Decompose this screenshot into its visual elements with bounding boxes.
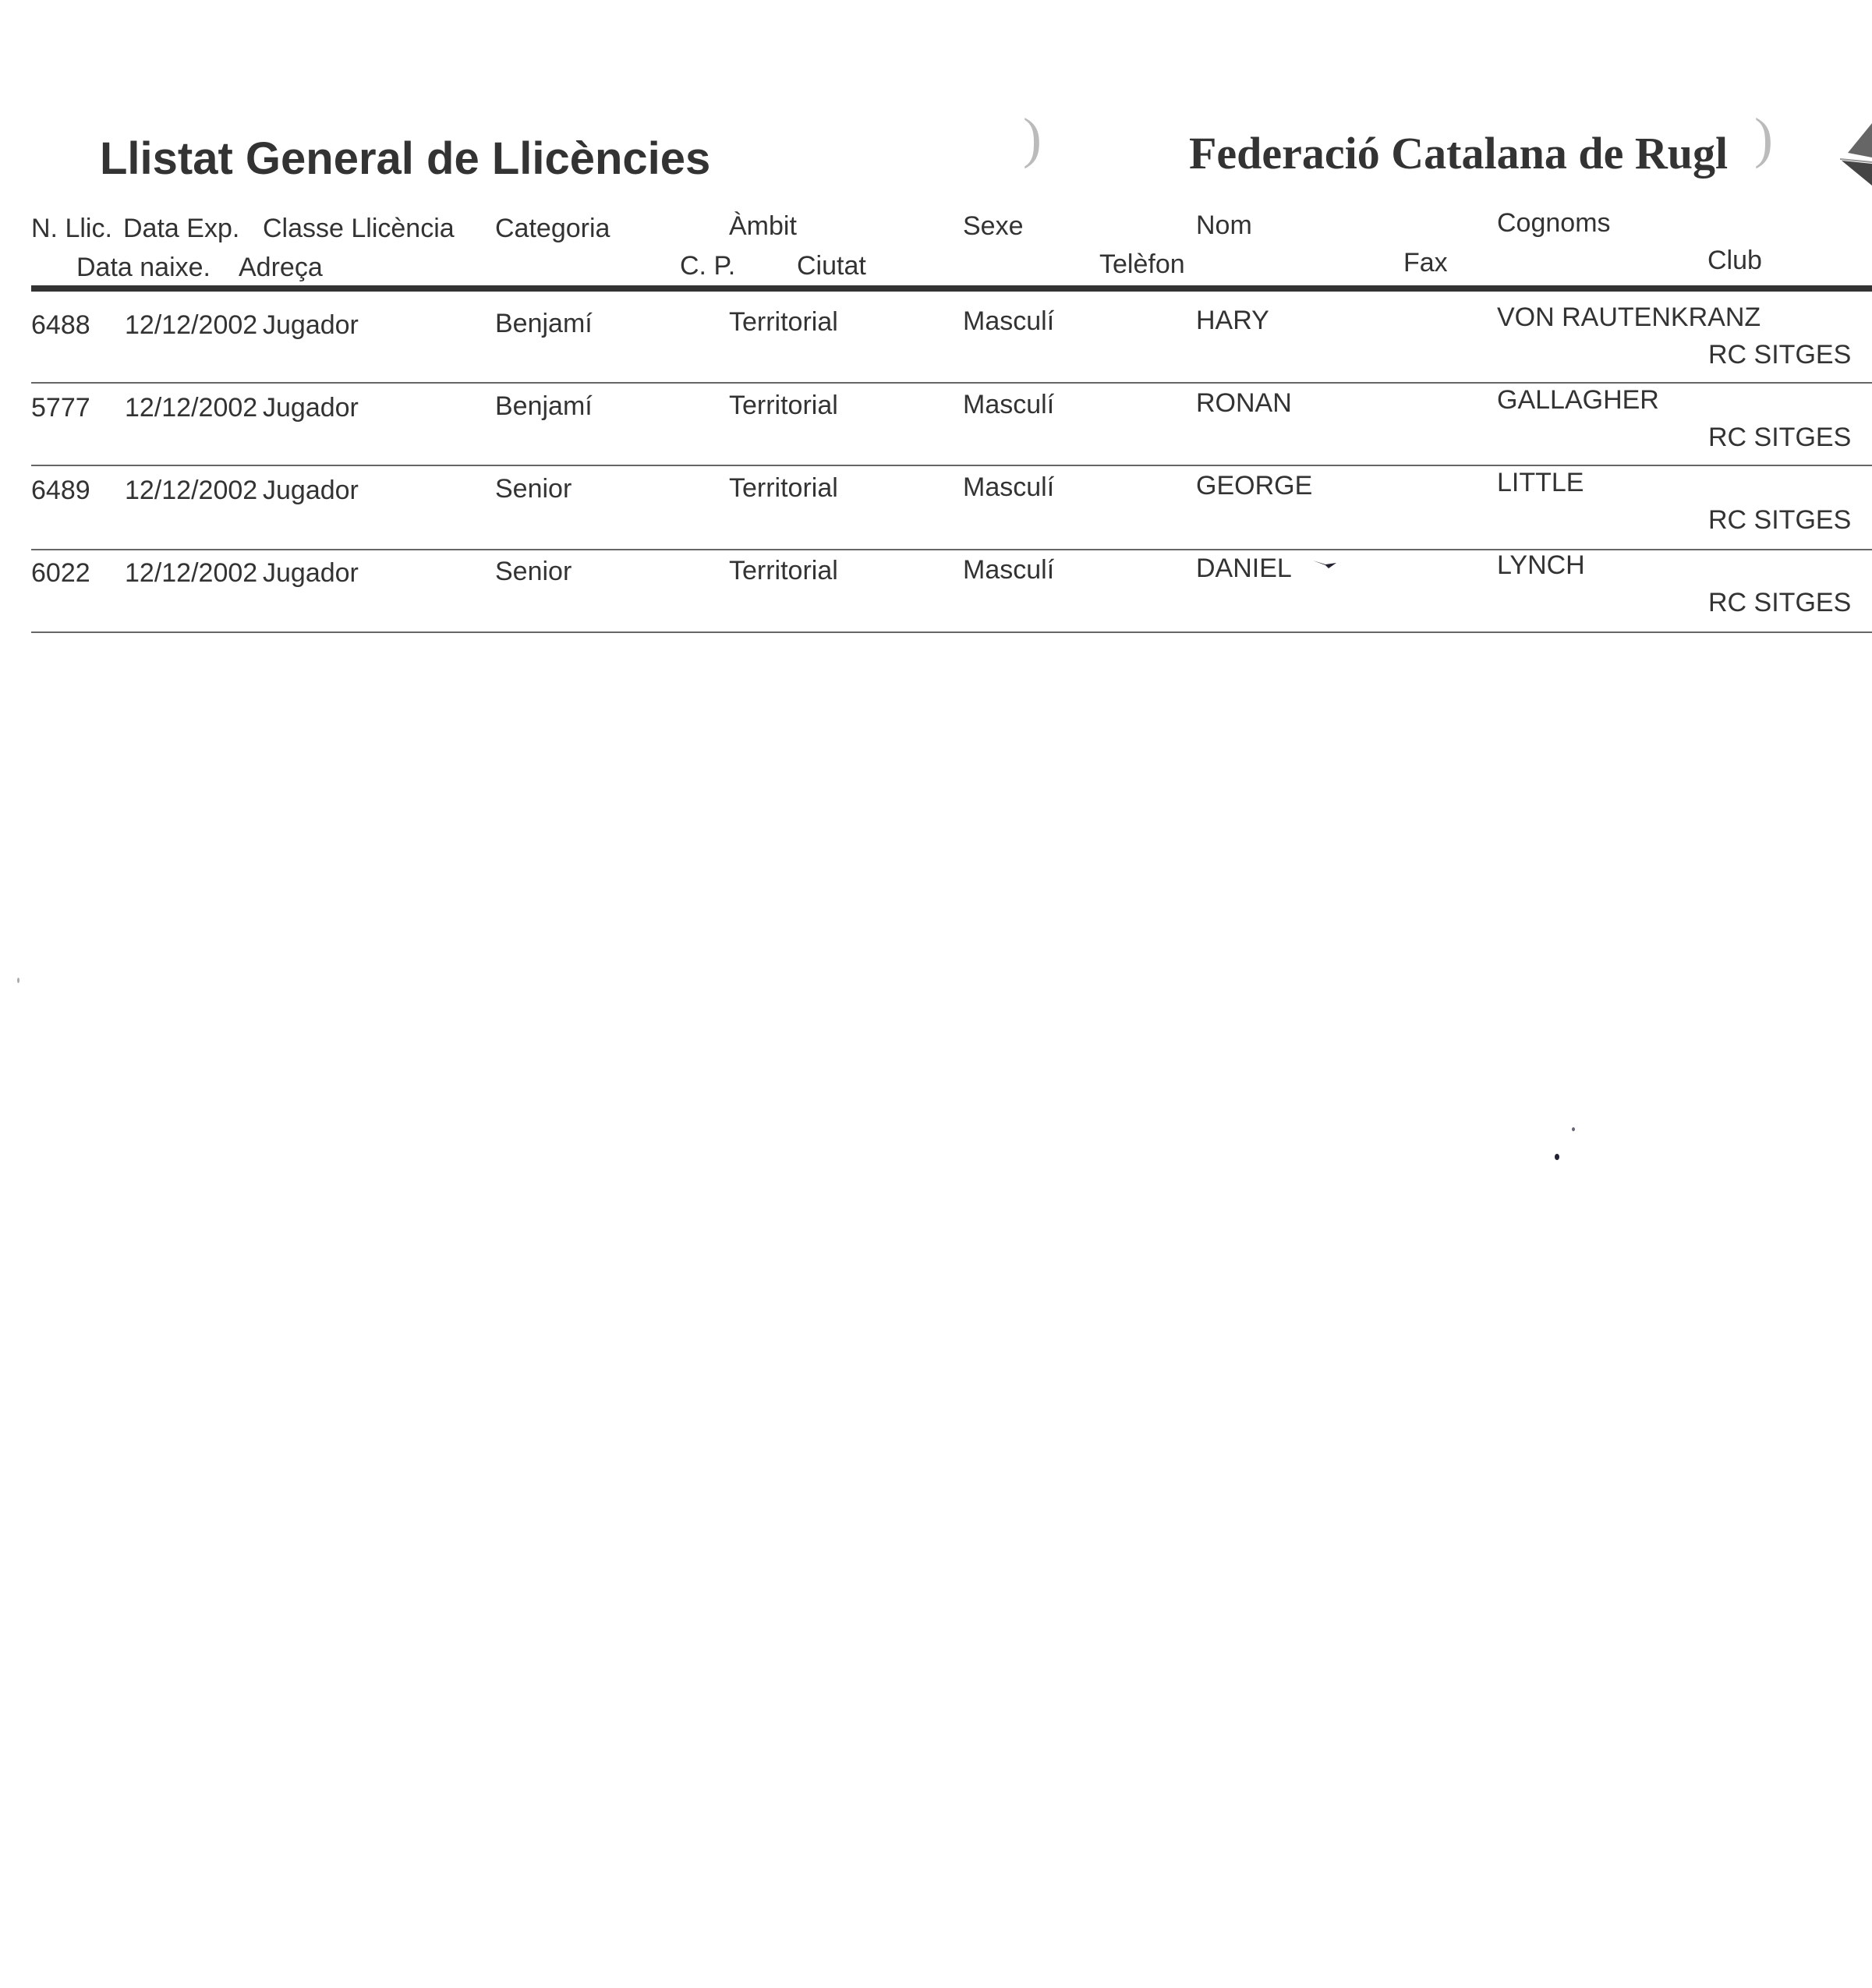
ink-speck [1572,1127,1575,1131]
header-data-naixe: Data naixe. [76,253,211,282]
cell-data-exp: 12/12/2002 [125,393,258,423]
header-adreca: Adreça [239,253,323,282]
cell-club: RC SITGES [1708,340,1852,370]
scan-artifact-paren: ) [1023,107,1042,169]
cell-ambit: Territorial [729,556,838,585]
row-divider [31,549,1872,550]
cell-categoria: Senior [495,474,572,504]
cell-classe: Jugador [263,393,359,423]
cell-data-exp: 12/12/2002 [125,310,258,340]
cell-categoria: Benjamí [495,391,593,421]
cell-n-llic: 6488 [31,310,90,340]
row-divider [31,382,1872,384]
ink-speck [17,978,19,983]
header-ciutat: Ciutat [797,251,866,281]
cell-sexe: Masculí [963,472,1055,502]
cell-ambit: Territorial [729,473,838,503]
cell-cognoms: LYNCH [1497,550,1585,580]
page-title: Llistat General de Llicències [100,133,711,184]
cell-n-llic: 5777 [31,393,90,423]
organization-name: Federació Catalana de Rugl [1189,128,1729,179]
header-categoria: Categoria [495,214,610,243]
row-divider [31,465,1872,466]
logo-fragment-icon [1840,123,1872,186]
cell-n-llic: 6022 [31,558,90,588]
cell-nom: RONAN [1196,388,1292,418]
header-nom: Nom [1196,210,1252,240]
cell-nom: GEORGE [1196,471,1313,501]
cell-nom: DANIEL [1196,554,1292,583]
cell-club: RC SITGES [1708,423,1852,452]
cell-ambit: Territorial [729,307,838,337]
cell-cognoms: LITTLE [1497,468,1584,497]
row-divider [31,631,1872,633]
cell-classe: Jugador [263,558,359,588]
cell-cognoms: VON RAUTENKRANZ [1497,302,1761,332]
header-fax: Fax [1403,248,1448,278]
ink-speck [1555,1154,1559,1160]
header-n-llic: N. Llic. [31,214,112,243]
header-cognoms: Cognoms [1497,208,1611,238]
header-data-exp: Data Exp. [123,214,240,243]
header-club: Club [1707,246,1762,275]
cell-categoria: Benjamí [495,309,593,338]
cell-classe: Jugador [263,310,359,340]
header-cp: C. P. [680,251,736,281]
cell-sexe: Masculí [963,390,1055,419]
cell-cognoms: GALLAGHER [1497,385,1659,415]
cell-ambit: Territorial [729,391,838,420]
cell-sexe: Masculí [963,306,1055,336]
pen-mark-icon [1311,558,1338,572]
cell-classe: Jugador [263,476,359,505]
cell-data-exp: 12/12/2002 [125,476,258,505]
cell-club: RC SITGES [1708,505,1852,535]
cell-nom: HARY [1196,306,1269,335]
header-sexe: Sexe [963,211,1024,241]
header-telefon: Telèfon [1099,249,1185,279]
scan-artifact-paren: ) [1754,107,1773,169]
cell-sexe: Masculí [963,555,1055,585]
cell-club: RC SITGES [1708,588,1852,617]
cell-categoria: Senior [495,557,572,586]
header-classe-llicencia: Classe Llicència [263,214,455,243]
header-rule [31,285,1872,292]
cell-n-llic: 6489 [31,476,90,505]
header-ambit: Àmbit [729,211,797,241]
cell-data-exp: 12/12/2002 [125,558,258,588]
